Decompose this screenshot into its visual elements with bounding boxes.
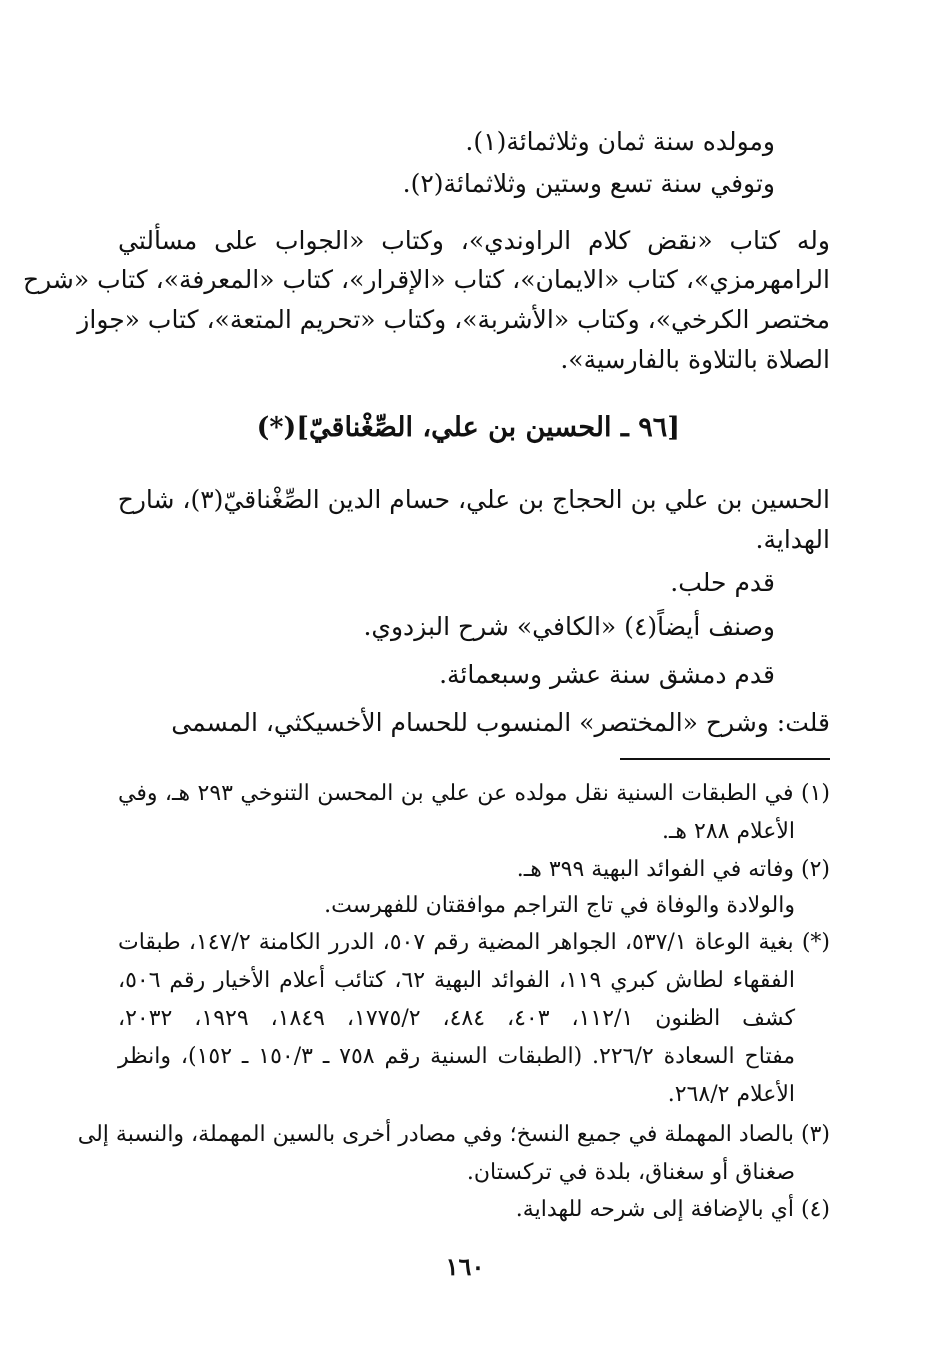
footnote-line: (*) بغية الوعاة ٥٣٧/١، الجواهر المضية رقم ٥٠٧، الدرر الكامنة ١٤٧/٢، طبقات — [118, 930, 830, 955]
body-line: الصلاة بالتلاوة بالفارسية». — [560, 345, 830, 374]
footnote-separator — [620, 758, 830, 760]
body-line: الرامهرمزي»، كتاب «الايمان»، كتاب «الإقرار»، كتاب «المعرفة»، كتاب «شرح — [22, 265, 830, 294]
body-line: قدم حلب. — [670, 568, 775, 597]
body-line: وله كتاب «نقض كلام الراوندي»، وكتاب «الجواب على مسألتي — [118, 226, 830, 255]
footnote-line: صغناق أو سغناق، بلدة في تركستان. — [466, 1160, 795, 1185]
entry-heading: [٩٦ ـ الحسين بن علي، الصِّغْناقيّ](*) — [256, 412, 680, 443]
body-line: الحسين بن علي بن الحجاج بن علي، حسام الدين الصِّغْناقيّ(٣)، شارح — [117, 485, 830, 514]
body-line: مختصر الكرخي»، وكتاب «الأشربة»، وكتاب «تحريم المتعة»، كتاب «جواز — [77, 305, 830, 334]
footnote-line: مفتاح السعادة ٢٢٦/٢. (الطبقات السنية رقم ٧٥٨ ـ ١٥٠/٣ ـ ١٥٢)، وانظر — [118, 1044, 796, 1069]
body-line: الهداية. — [755, 525, 830, 554]
footnote-line: الأعلام ٢٦٨/٢. — [667, 1082, 795, 1107]
footnote-line: كشف الظنون ١١٢/١، ٤٠٣، ٤٨٤، ١٧٧٥/٢، ١٨٤٩، ١٩٢٩، ٢٠٣٢، — [118, 1006, 796, 1031]
page-number: ١٦٠ — [445, 1252, 485, 1281]
body-line: قدم دمشق سنة عشر وسبعمائة. — [439, 660, 775, 689]
footnote-line: الفقهاء لطاش كبري ١١٩، الفوائد البهية ٦٢، كتائب أعلام الأخيار رقم ٥٠٦، — [118, 968, 795, 993]
body-line: وتوفي سنة تسع وستين وثلاثمائة(٢). — [402, 169, 775, 198]
footnote-line: (١) في الطبقات السنية نقل مولده عن علي بن المحسن التنوخي ٢٩٣ هـ، وفي — [118, 781, 830, 806]
body-line: وصنف أيضاً(٤) «الكافي» شرح البزدوي. — [363, 612, 775, 641]
footnote-line: الأعلام ٢٨٨ هـ. — [661, 819, 795, 844]
footnote-line: (٤) أي بالإضافة إلى شرحه للهداية. — [515, 1197, 830, 1222]
footnote-line: (٣) بالصاد المهملة في جميع النسخ؛ وفي مصادر أخرى بالسين المهملة، والنسبة إلى — [77, 1122, 830, 1147]
footnote-line: (٢) وفاته في الفوائد البهية ٣٩٩ هـ. — [516, 857, 830, 882]
body-line: ومولده سنة ثمان وثلاثمائة(١). — [465, 127, 775, 156]
body-line: قلت: وشرح «المختصر» المنسوب للحسام الأخسيكثي، المسمى — [171, 708, 830, 737]
footnote-line: والولادة والوفاة في تاج التراجم موافقتان للفهرست. — [324, 893, 795, 918]
